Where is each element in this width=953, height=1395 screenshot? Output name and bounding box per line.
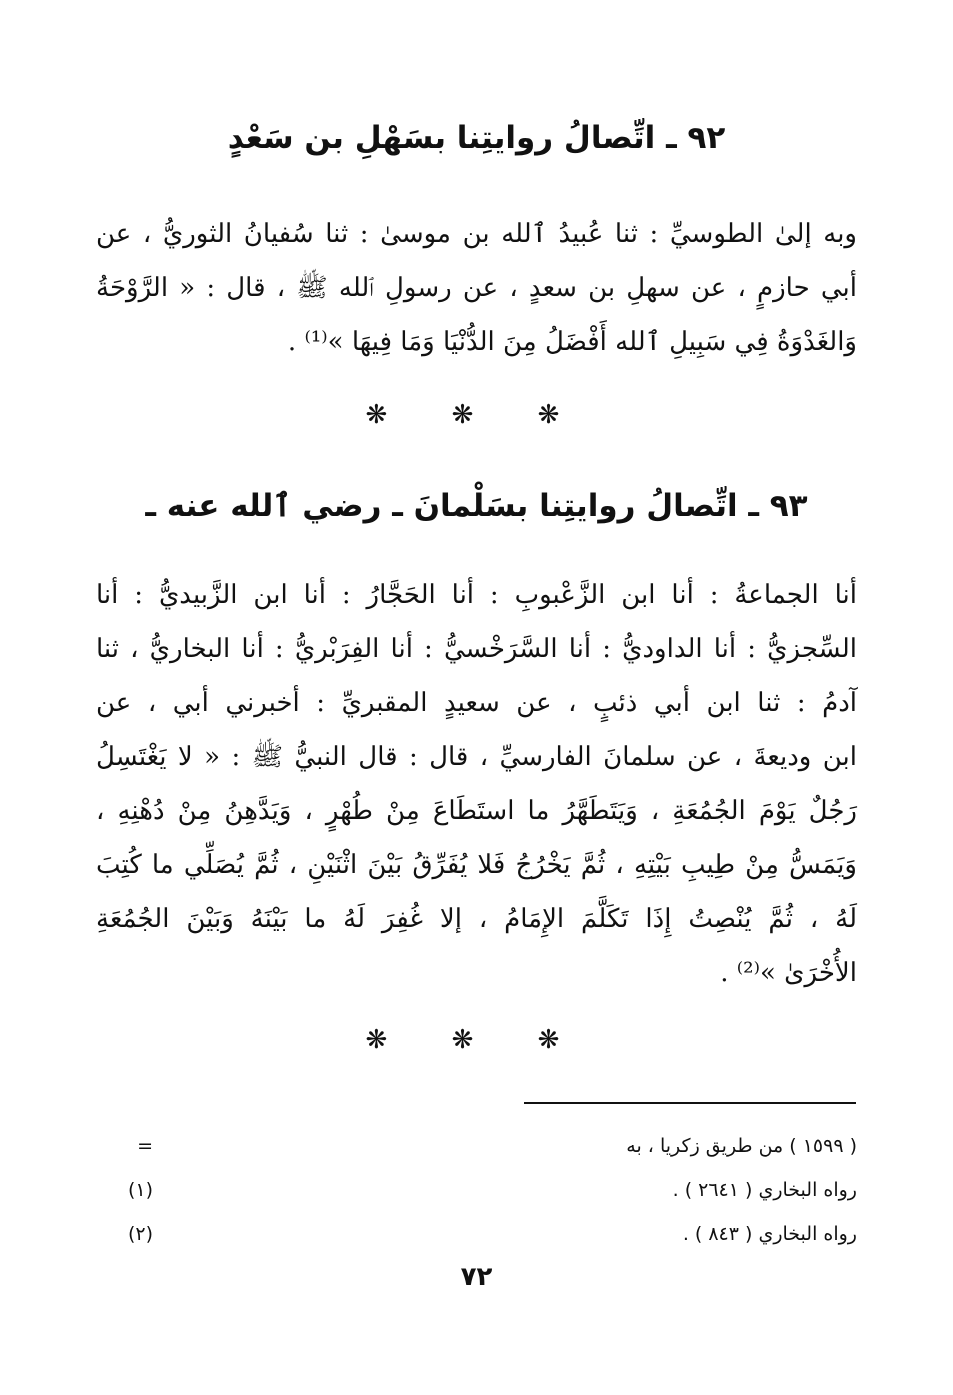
text-line: وبه إلىٰ الطوسيِّ : ثنا عُبيدُ ٱلله بن موسىٰ : ثنا سُفيانُ الثوريُّ ، عن <box>96 219 857 249</box>
section-separator: ❋ ❋ ❋ <box>365 1025 588 1055</box>
text-line: السِّجزيُّ : أنا الداوديُّ : أنا السَّرَخْسيُّ : أنا الفِرَبْريُّ : أنا البخاريُّ ، ثنا <box>96 634 857 664</box>
section-93-heading: ٩٣ ـ اتِّصالُ روايتِنا بسَلْمانَ ـ رضي ٱلله عنه ـ <box>145 488 808 524</box>
footnote <box>97 1212 857 1256</box>
footnote-marker: (١) <box>127 1179 153 1201</box>
text-line: ابن وديعةَ ، عن سلمانَ الفارسيِّ ، قال : قال النبيُّ ﷺ : « لا يَغْتَسِلُ <box>96 742 857 772</box>
section-92-body <box>96 207 857 369</box>
text-line: وَيَمَسُّ مِنْ طِيبِ بَيْتِهِ ، ثُمَّ يَخْرُجُ فَلا يُفَرِّقُ بَيْنَ اثْنَيْنِ ، ثُمَّ يُصَلِّي ما كُتِبَ <box>96 850 857 880</box>
footnote-text: ( ١٥٩٩ ) من طريق زكريا ، به <box>626 1135 857 1157</box>
footnote <box>97 1168 857 1212</box>
text-line: آدمُ : ثنا ابن أبي ذئبٍ ، عن سعيدٍ المقبريِّ : أخبرني أبي ، عن <box>96 688 857 718</box>
footnote-divider <box>524 1102 856 1104</box>
footnote-text: رواه البخاري ( ٨٤٣ ) . <box>682 1223 857 1245</box>
text-line: الأُخْرَىٰ »⁽²⁾ . <box>720 958 857 988</box>
text-line: لَهُ ، ثُمَّ يُنْصِتُ إِذَا تَكَلَّمَ الإِمَامُ ، إلا غُفِرَ لَهُ ما بَيْنَهُ وَبَيْنَ الجُمُعَةِ <box>96 904 857 934</box>
footnote-text: رواه البخاري ( ٢٦٤١ ) . <box>672 1179 857 1201</box>
section-separator: ❋ ❋ ❋ <box>365 400 588 430</box>
text-line: وَالغَدْوَةُ فِي سَبِيلِ ٱلله أَفْضَلُ مِنَ الدُّنْيَا وَمَا فِيهَا »⁽¹⁾ . <box>287 327 857 357</box>
text-line: رَجُلٌ يَوْمَ الجُمُعَةِ ، وَيَتَطَهَّرُ ما استَطَاعَ مِنْ طُهْرٍ ، وَيَدَّهِنُ مِنْ دُهْنِهِ ، <box>96 796 857 826</box>
text-line: أبي حازمٍ ، عن سهلِ بن سعدٍ ، عن رسولِ ٱلله ﷺ ، قال : « الرَّوْحَةُ <box>96 273 857 303</box>
footnote-marker: = <box>137 1135 153 1157</box>
section-92-heading: ٩٢ ـ اتِّصالُ روايتِنا بسَهْلِ بن سَعْدٍ <box>227 120 726 156</box>
text-line: أنا الجماعةُ : أنا ابن الزَّعْبوبِ : أنا الحَجَّارُ : أنا ابن الزَّبيديُّ : أنا <box>96 580 857 610</box>
footnote-marker: (٢) <box>127 1223 153 1245</box>
section-93-body <box>96 568 857 1000</box>
footnotes <box>97 1124 857 1256</box>
page-number: ٧٢ <box>460 1262 493 1292</box>
footnote <box>97 1124 857 1168</box>
